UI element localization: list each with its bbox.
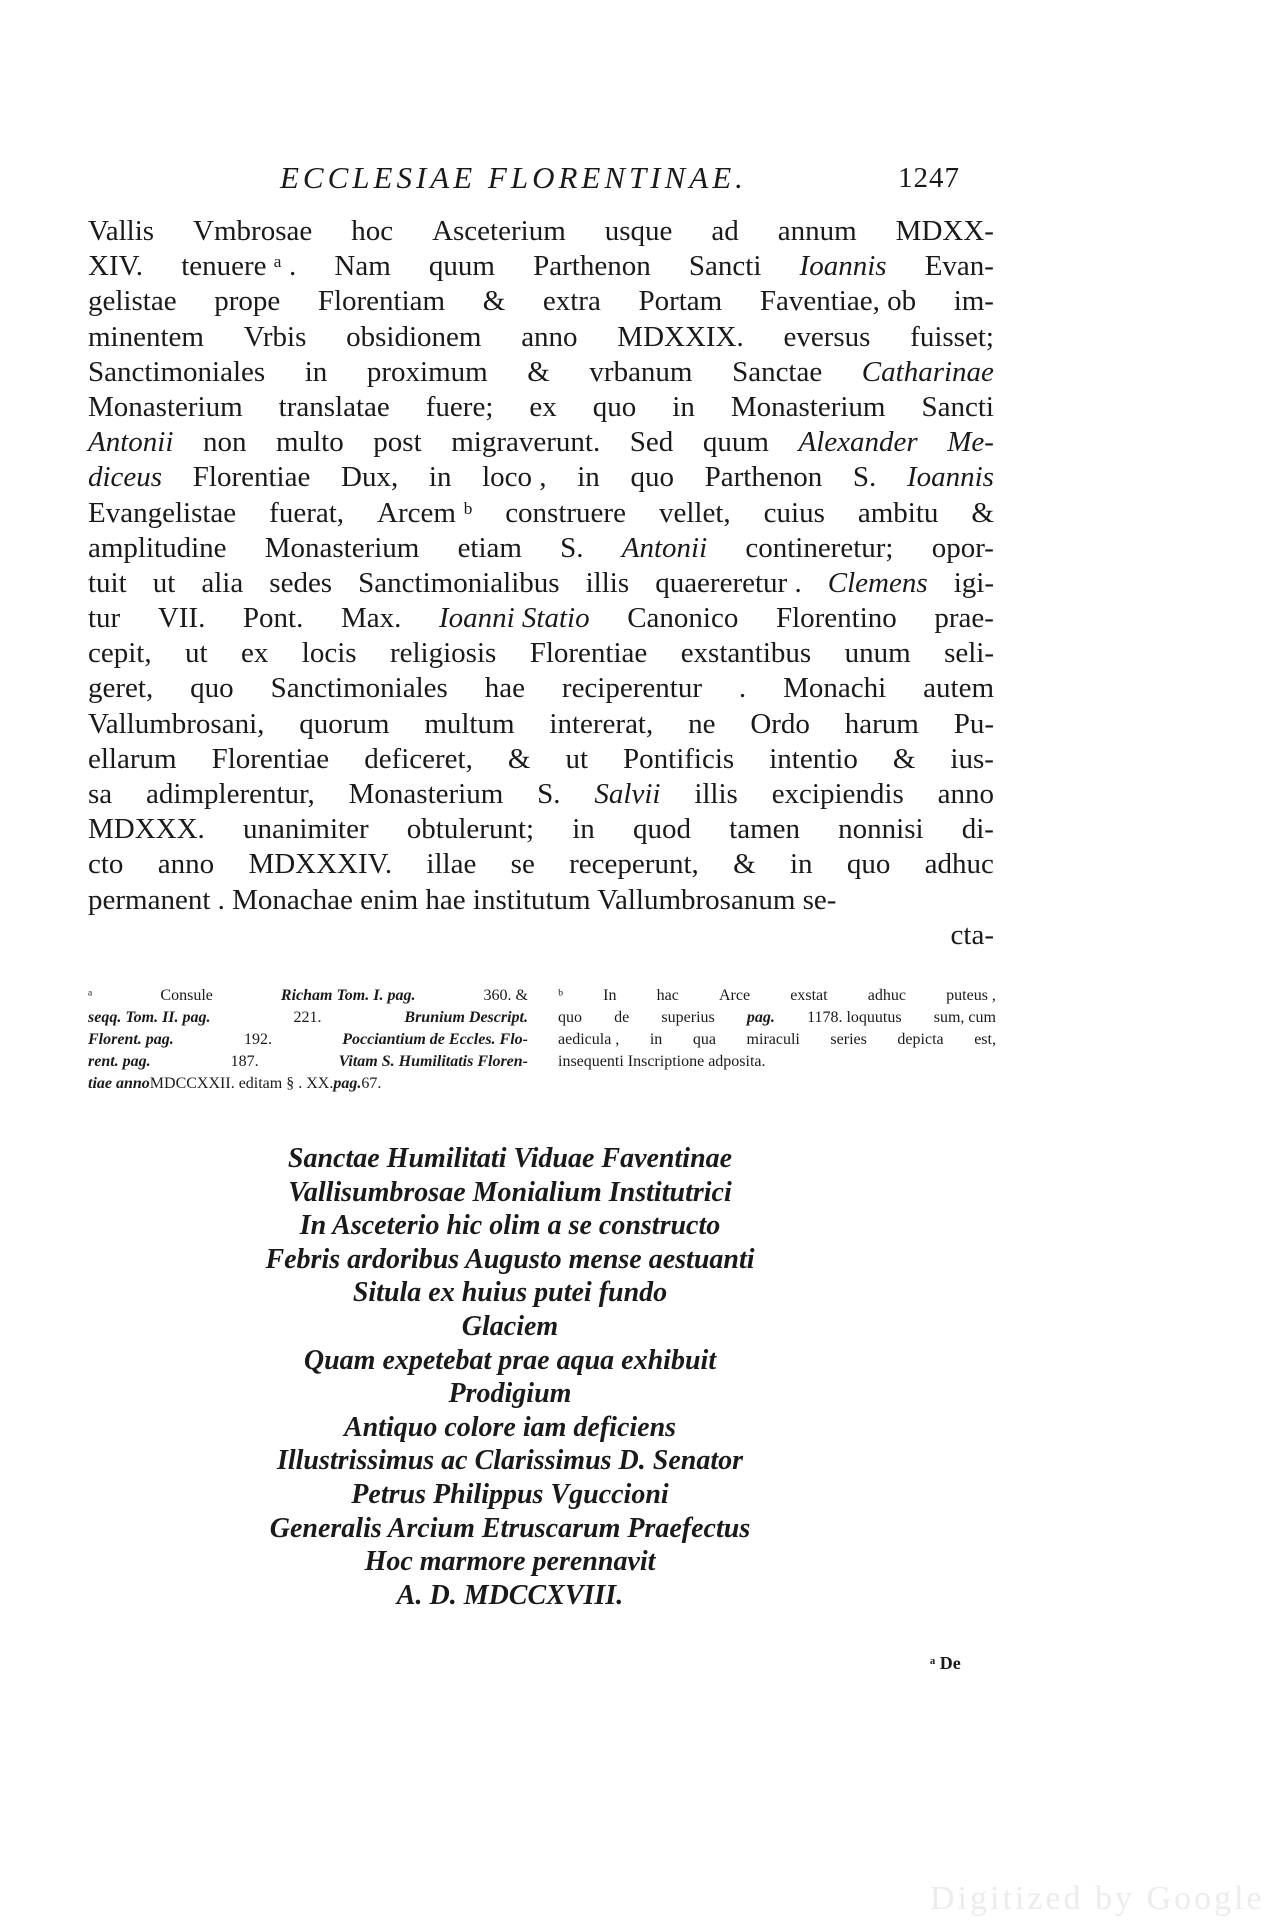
text-line: [88, 566, 994, 601]
text-segment: vellet,: [658, 496, 731, 529]
inscription-block: [200, 1142, 820, 1612]
text-segment: Clemens: [827, 566, 928, 599]
text-segment: MDCCXXII. editam § . XX.: [149, 1075, 334, 1092]
text-segment: fuisset;: [910, 320, 994, 353]
text-segment: tur: [88, 602, 121, 635]
text-segment: translatae: [278, 390, 390, 423]
text-segment: pag.: [746, 1009, 775, 1026]
text-segment: in: [572, 813, 595, 846]
text-segment: 221.: [293, 1009, 322, 1026]
text-segment: illis: [694, 778, 738, 810]
text-segment: exstat: [790, 987, 828, 1004]
text-segment: ex: [240, 637, 269, 670]
text-segment: insequenti Inscriptione adposita.: [558, 1053, 766, 1070]
text-segment: quaereretur .: [655, 566, 802, 599]
text-segment: unanimiter: [242, 813, 369, 846]
text-segment: Sanctimoniales: [270, 672, 448, 705]
text-segment: excipiendis: [771, 778, 904, 810]
text-segment: Faventiae, ob: [759, 285, 917, 318]
text-segment: proximum: [366, 355, 488, 388]
text-segment: quo: [190, 672, 234, 705]
text-segment: Antonii: [621, 531, 708, 564]
text-segment: ᵃ: [88, 987, 93, 1004]
text-segment: quod: [632, 813, 691, 846]
text-segment: ambitu: [857, 496, 939, 529]
text-segment: extra: [542, 285, 601, 318]
text-segment: Catharinae: [861, 355, 994, 388]
text-segment: rent. pag.: [88, 1053, 151, 1070]
inscription-line: Sanctae Humilitati Viduae Faventinae: [287, 1143, 733, 1174]
text-segment: Sancti: [921, 390, 994, 423]
text-segment: Asceterium: [432, 215, 566, 247]
text-segment: seqq. Tom. II. pag.: [88, 1009, 211, 1026]
text-segment: amplitudine: [88, 531, 227, 564]
text-segment: Alexander: [798, 426, 918, 459]
text-segment: Parthenon: [704, 461, 823, 494]
inscription-line: Antiquo colore iam deficiens: [343, 1411, 677, 1443]
text-segment: 1178. loquutus: [807, 1009, 902, 1026]
text-segment: S.: [852, 461, 877, 494]
text-segment: Monachi: [783, 672, 887, 705]
text-segment: multo: [276, 426, 344, 459]
text-segment: VII.: [157, 602, 206, 635]
text-segment: alia: [201, 566, 244, 599]
text-segment: harum: [844, 707, 919, 740]
text-segment: obsidionem: [346, 320, 482, 353]
text-segment: 192.: [244, 1031, 273, 1048]
text-segment: quo: [558, 1009, 582, 1026]
text-segment: Vallumbrosani,: [88, 707, 265, 740]
text-segment: Florentiae: [192, 461, 311, 494]
text-line: [88, 812, 994, 847]
text-segment: Brunium Descript.: [404, 1009, 528, 1026]
text-segment: Florentino: [775, 602, 897, 635]
text-segment: receperunt,: [569, 848, 699, 881]
text-line: [88, 1007, 528, 1029]
text-segment: hac: [656, 987, 679, 1004]
text-segment: post: [373, 426, 422, 459]
text-segment: igi-: [953, 566, 994, 599]
text-segment: Vallis: [88, 215, 155, 247]
text-segment: quum: [702, 426, 769, 459]
text-segment: Ioannis: [906, 461, 994, 494]
text-segment: &: [892, 742, 916, 775]
text-segment: Nam: [334, 250, 391, 283]
text-segment: MDXXX.: [88, 813, 205, 846]
text-segment: S.: [560, 531, 584, 564]
text-segment: Monasterium: [348, 778, 504, 810]
text-segment: minentem: [88, 320, 204, 353]
text-segment: illis: [585, 566, 630, 599]
text-segment: MDXX-: [895, 215, 994, 247]
catchword: ᵃ De: [930, 1653, 961, 1673]
footnote-b: [558, 985, 996, 1073]
text-segment: &: [733, 848, 756, 881]
text-line: [88, 918, 994, 953]
text-segment: prope: [214, 285, 281, 318]
text-segment: Pocciantium de Eccles. Flo-: [342, 1031, 528, 1048]
text-segment: ut: [185, 637, 208, 670]
text-line: [88, 636, 994, 671]
text-segment: Ordo: [750, 707, 810, 740]
text-segment: multum: [424, 707, 515, 740]
text-segment: seli-: [944, 637, 994, 670]
text-segment: series: [830, 1031, 867, 1048]
text-segment: Sed: [629, 426, 674, 459]
text-segment: Pontificis: [623, 742, 735, 775]
text-segment: Max.: [340, 602, 402, 635]
page-number: 1247: [898, 162, 960, 194]
text-segment: 67.: [361, 1075, 382, 1092]
text-segment: anno: [937, 778, 994, 810]
running-header: [280, 160, 960, 204]
text-segment: Dux,: [341, 461, 399, 494]
inscription-line: Vallisumbrosae Monialium Institutrici: [288, 1176, 732, 1208]
text-segment: gelistae: [88, 285, 177, 318]
text-segment: fuere;: [425, 390, 494, 423]
inscription-line: In Asceterio hic olim a se constructo: [299, 1210, 721, 1242]
text-segment: MDXXXIV.: [248, 848, 393, 881]
text-segment: depicta: [897, 1031, 944, 1048]
text-segment: .: [738, 672, 747, 705]
text-line: [88, 847, 994, 882]
text-line: [88, 601, 994, 636]
text-segment: fuerat,: [269, 496, 345, 529]
text-segment: ex: [529, 390, 557, 423]
text-segment: ne: [688, 707, 716, 740]
text-line: [88, 777, 994, 812]
text-segment: Sanctae: [732, 355, 823, 388]
footnotes: [88, 985, 996, 1105]
text-segment: im-: [953, 285, 994, 318]
text-segment: Monasterium: [264, 531, 420, 564]
text-segment: usque: [604, 215, 673, 247]
text-segment: MDXXIX.: [617, 320, 744, 353]
text-line: [88, 355, 994, 390]
text-segment: cta-: [950, 918, 994, 951]
text-segment: puteus ,: [946, 987, 996, 1004]
text-segment: ut: [152, 566, 176, 599]
inscription-line: Quam expetebat prae aqua exhibuit: [303, 1344, 717, 1376]
text-segment: in: [304, 355, 328, 388]
text-segment: illae: [426, 848, 477, 881]
inscription-line: Illustrissimus ac Clarissimus D. Senator: [276, 1445, 744, 1477]
text-segment: annum: [777, 215, 857, 247]
text-segment: Florentiae: [211, 742, 330, 775]
text-segment: Florentiam: [317, 285, 446, 318]
text-segment: miraculi: [746, 1031, 800, 1048]
text-segment: quum: [428, 250, 495, 283]
text-line: [88, 1029, 528, 1051]
text-segment: Monasterium: [88, 390, 243, 423]
text-segment: diceus: [88, 461, 163, 494]
inscription-line: Petrus Philippus Vguccioni: [351, 1478, 669, 1510]
inscription-line: Hoc marmore perennavit: [364, 1546, 656, 1578]
inscription-line: Glaciem: [461, 1310, 559, 1342]
text-segment: XIV.: [88, 250, 144, 283]
text-line: [88, 531, 994, 566]
text-line: [88, 496, 994, 531]
text-line: [558, 1029, 996, 1051]
text-segment: autem: [923, 672, 994, 705]
main-body-text: [88, 214, 994, 953]
text-segment: est,: [974, 1031, 996, 1048]
text-segment: in: [789, 848, 813, 881]
text-segment: obtulerunt;: [406, 813, 535, 846]
text-segment: Sanctimoniales: [88, 355, 266, 388]
text-segment: in: [428, 461, 452, 494]
text-segment: quorum: [299, 707, 390, 740]
text-segment: tamen: [729, 813, 800, 846]
text-segment: nonnisi: [838, 813, 924, 846]
text-segment: geret,: [88, 672, 154, 705]
text-line: [88, 883, 994, 918]
text-segment: In: [603, 987, 617, 1004]
text-segment: Ioannis: [799, 250, 887, 283]
text-line: [88, 284, 994, 319]
text-segment: pag.: [333, 1075, 362, 1092]
text-segment: Evan-: [924, 250, 994, 283]
inscription-line: Febris ardoribus Augusto mense aestuanti: [265, 1243, 755, 1275]
inscription-line: Prodigium: [448, 1378, 572, 1410]
text-line: [88, 1051, 528, 1073]
text-segment: 360. &: [483, 987, 528, 1004]
text-segment: Arcem ᵇ: [377, 496, 473, 529]
text-segment: Vmbrosae: [193, 215, 313, 247]
text-segment: contineretur;: [745, 531, 894, 564]
text-segment: cto: [88, 848, 124, 881]
text-segment: Me-: [947, 426, 994, 459]
text-segment: in: [672, 390, 695, 423]
footnote-a: [88, 985, 528, 1095]
text-segment: religiosis: [389, 637, 497, 670]
text-line: [88, 460, 994, 495]
text-segment: Vitam S. Humilitatis Floren-: [338, 1053, 528, 1070]
text-segment: sa: [88, 778, 113, 810]
text-segment: Consule: [160, 987, 213, 1004]
text-segment: construere: [505, 496, 626, 529]
text-line: [88, 425, 994, 460]
text-segment: Florent. pag.: [88, 1031, 174, 1048]
text-segment: unum: [844, 637, 911, 670]
inscription-line: A. D. MDCCXVIII.: [396, 1579, 624, 1611]
text-segment: 187.: [230, 1053, 259, 1070]
text-line: [558, 985, 996, 1007]
text-segment: Pu-: [953, 707, 994, 740]
text-segment: Evangelistae: [88, 496, 237, 529]
text-segment: ᵇ: [558, 987, 563, 1004]
text-segment: anno: [521, 320, 578, 353]
text-line: [88, 671, 994, 706]
text-segment: adhuc: [924, 848, 994, 881]
text-segment: permanent . Monachae enim hae institutum Vallumbrosanum se-: [88, 883, 837, 916]
text-segment: adimplerentur,: [146, 778, 315, 810]
text-segment: tenuere ᵃ .: [181, 250, 297, 283]
text-segment: ut: [565, 742, 589, 775]
text-segment: vrbanum: [589, 355, 693, 388]
text-segment: Monasterium: [730, 390, 886, 423]
text-segment: tiae anno: [88, 1075, 150, 1092]
inscription-line: Situla ex huius putei fundo: [352, 1277, 668, 1309]
text-segment: quo: [592, 390, 637, 423]
text-segment: reciperentur: [561, 672, 702, 705]
text-segment: Vrbis: [243, 320, 307, 353]
text-segment: loco ,: [482, 461, 547, 494]
text-segment: Arce: [719, 987, 751, 1004]
text-segment: non: [202, 426, 247, 459]
text-line: [88, 320, 994, 355]
text-segment: Parthenon: [533, 250, 651, 283]
text-segment: quo: [630, 461, 674, 494]
text-segment: ad: [711, 215, 739, 247]
text-segment: Pont.: [242, 602, 304, 635]
text-segment: aedicula ,: [558, 1031, 620, 1048]
text-segment: Richam Tom. I. pag.: [280, 987, 416, 1004]
text-segment: quo: [846, 848, 891, 881]
text-segment: &: [482, 285, 506, 318]
text-line: [88, 742, 994, 777]
text-segment: exstantibus: [680, 637, 812, 670]
text-segment: ius-: [950, 742, 994, 775]
text-segment: cuius: [763, 496, 825, 529]
text-segment: in: [577, 461, 600, 494]
text-segment: superius: [661, 1009, 715, 1026]
text-segment: intentio: [769, 742, 858, 775]
running-head-title: ECCLESIAE FLORENTINAE.: [280, 160, 747, 195]
text-segment: hoc: [351, 215, 394, 247]
text-segment: Florentiae: [529, 637, 648, 670]
text-segment: qua: [692, 1031, 716, 1048]
text-segment: Ioanni Statio: [438, 602, 590, 635]
text-segment: in: [649, 1031, 663, 1048]
text-segment: prae-: [934, 602, 994, 635]
text-line: [88, 1073, 528, 1095]
text-segment: &: [527, 355, 550, 388]
text-segment: intererat,: [549, 707, 654, 740]
text-segment: &: [507, 742, 531, 775]
text-segment: Salvii: [594, 778, 661, 810]
text-segment: Sancti: [688, 250, 762, 283]
text-segment: tuit: [88, 566, 127, 599]
text-line: [558, 1007, 996, 1029]
text-segment: sedes: [269, 566, 333, 599]
text-line: [88, 985, 528, 1007]
text-segment: Portam: [638, 285, 723, 318]
text-line: [88, 249, 994, 284]
text-segment: &: [971, 496, 994, 529]
text-segment: adhuc: [867, 987, 906, 1004]
text-segment: hae: [484, 672, 525, 705]
text-segment: eversus: [783, 320, 871, 353]
text-segment: anno: [157, 848, 215, 881]
text-line: [558, 1051, 996, 1073]
text-segment: se: [510, 848, 535, 881]
text-segment: cepit,: [88, 637, 152, 670]
text-segment: S.: [537, 778, 561, 810]
text-line: [88, 390, 994, 425]
text-segment: de: [614, 1009, 630, 1026]
text-segment: ellarum: [88, 742, 177, 775]
text-line: [88, 707, 994, 742]
text-segment: locis: [301, 637, 357, 670]
text-segment: deficeret,: [364, 742, 473, 775]
text-segment: sum, cum: [933, 1009, 996, 1026]
text-segment: Canonico: [627, 602, 739, 635]
google-watermark: Digitized by Google: [930, 1880, 1265, 1917]
text-line: [88, 214, 994, 249]
text-segment: Sanctimonialibus: [358, 566, 560, 599]
text-segment: migraverunt.: [451, 426, 601, 459]
inscription-line: Generalis Arcium Etruscarum Praefectus: [269, 1512, 751, 1544]
text-segment: opor-: [931, 531, 994, 564]
text-segment: etiam: [457, 531, 522, 564]
text-segment: Antonii: [88, 426, 174, 459]
text-segment: di-: [961, 813, 994, 846]
